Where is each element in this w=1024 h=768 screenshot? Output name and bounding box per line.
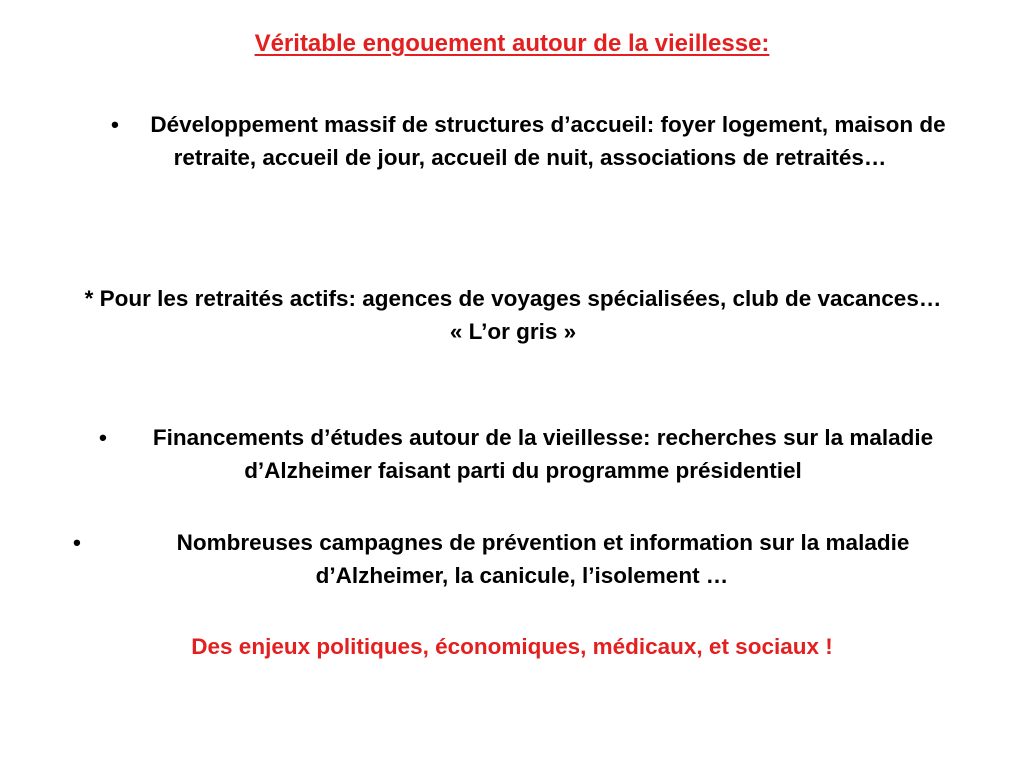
bullet-marker: • [99, 425, 107, 450]
bullet-text: Nombreuses campagnes de prévention et information sur la maladie d’Alzheimer, la canicule, l’isolement … [176, 530, 910, 588]
slide-title: Véritable engouement autour de la vieillesse: [254, 30, 770, 57]
bullet-text: Développement massif de structures d’accueil: foyer logement, maison de retraite, accueil de jour, accueil de nuit, associations de retraités… [150, 112, 946, 170]
bullet-marker: • [73, 530, 81, 555]
bullet-marker: • [111, 112, 119, 137]
bullet-text: Financements d’études autour de la vieillesse: recherches sur la maladie d’Alzheimer faisant parti du programme présidentiel [152, 425, 934, 483]
sub-item-retraites-actifs: * Pour les retraités actifs: agences de voyages spécialisées, club de vacances… « L’or gris » [84, 286, 942, 344]
conclusion-text: Des enjeux politiques, économiques, médicaux, et sociaux ! [191, 634, 833, 659]
